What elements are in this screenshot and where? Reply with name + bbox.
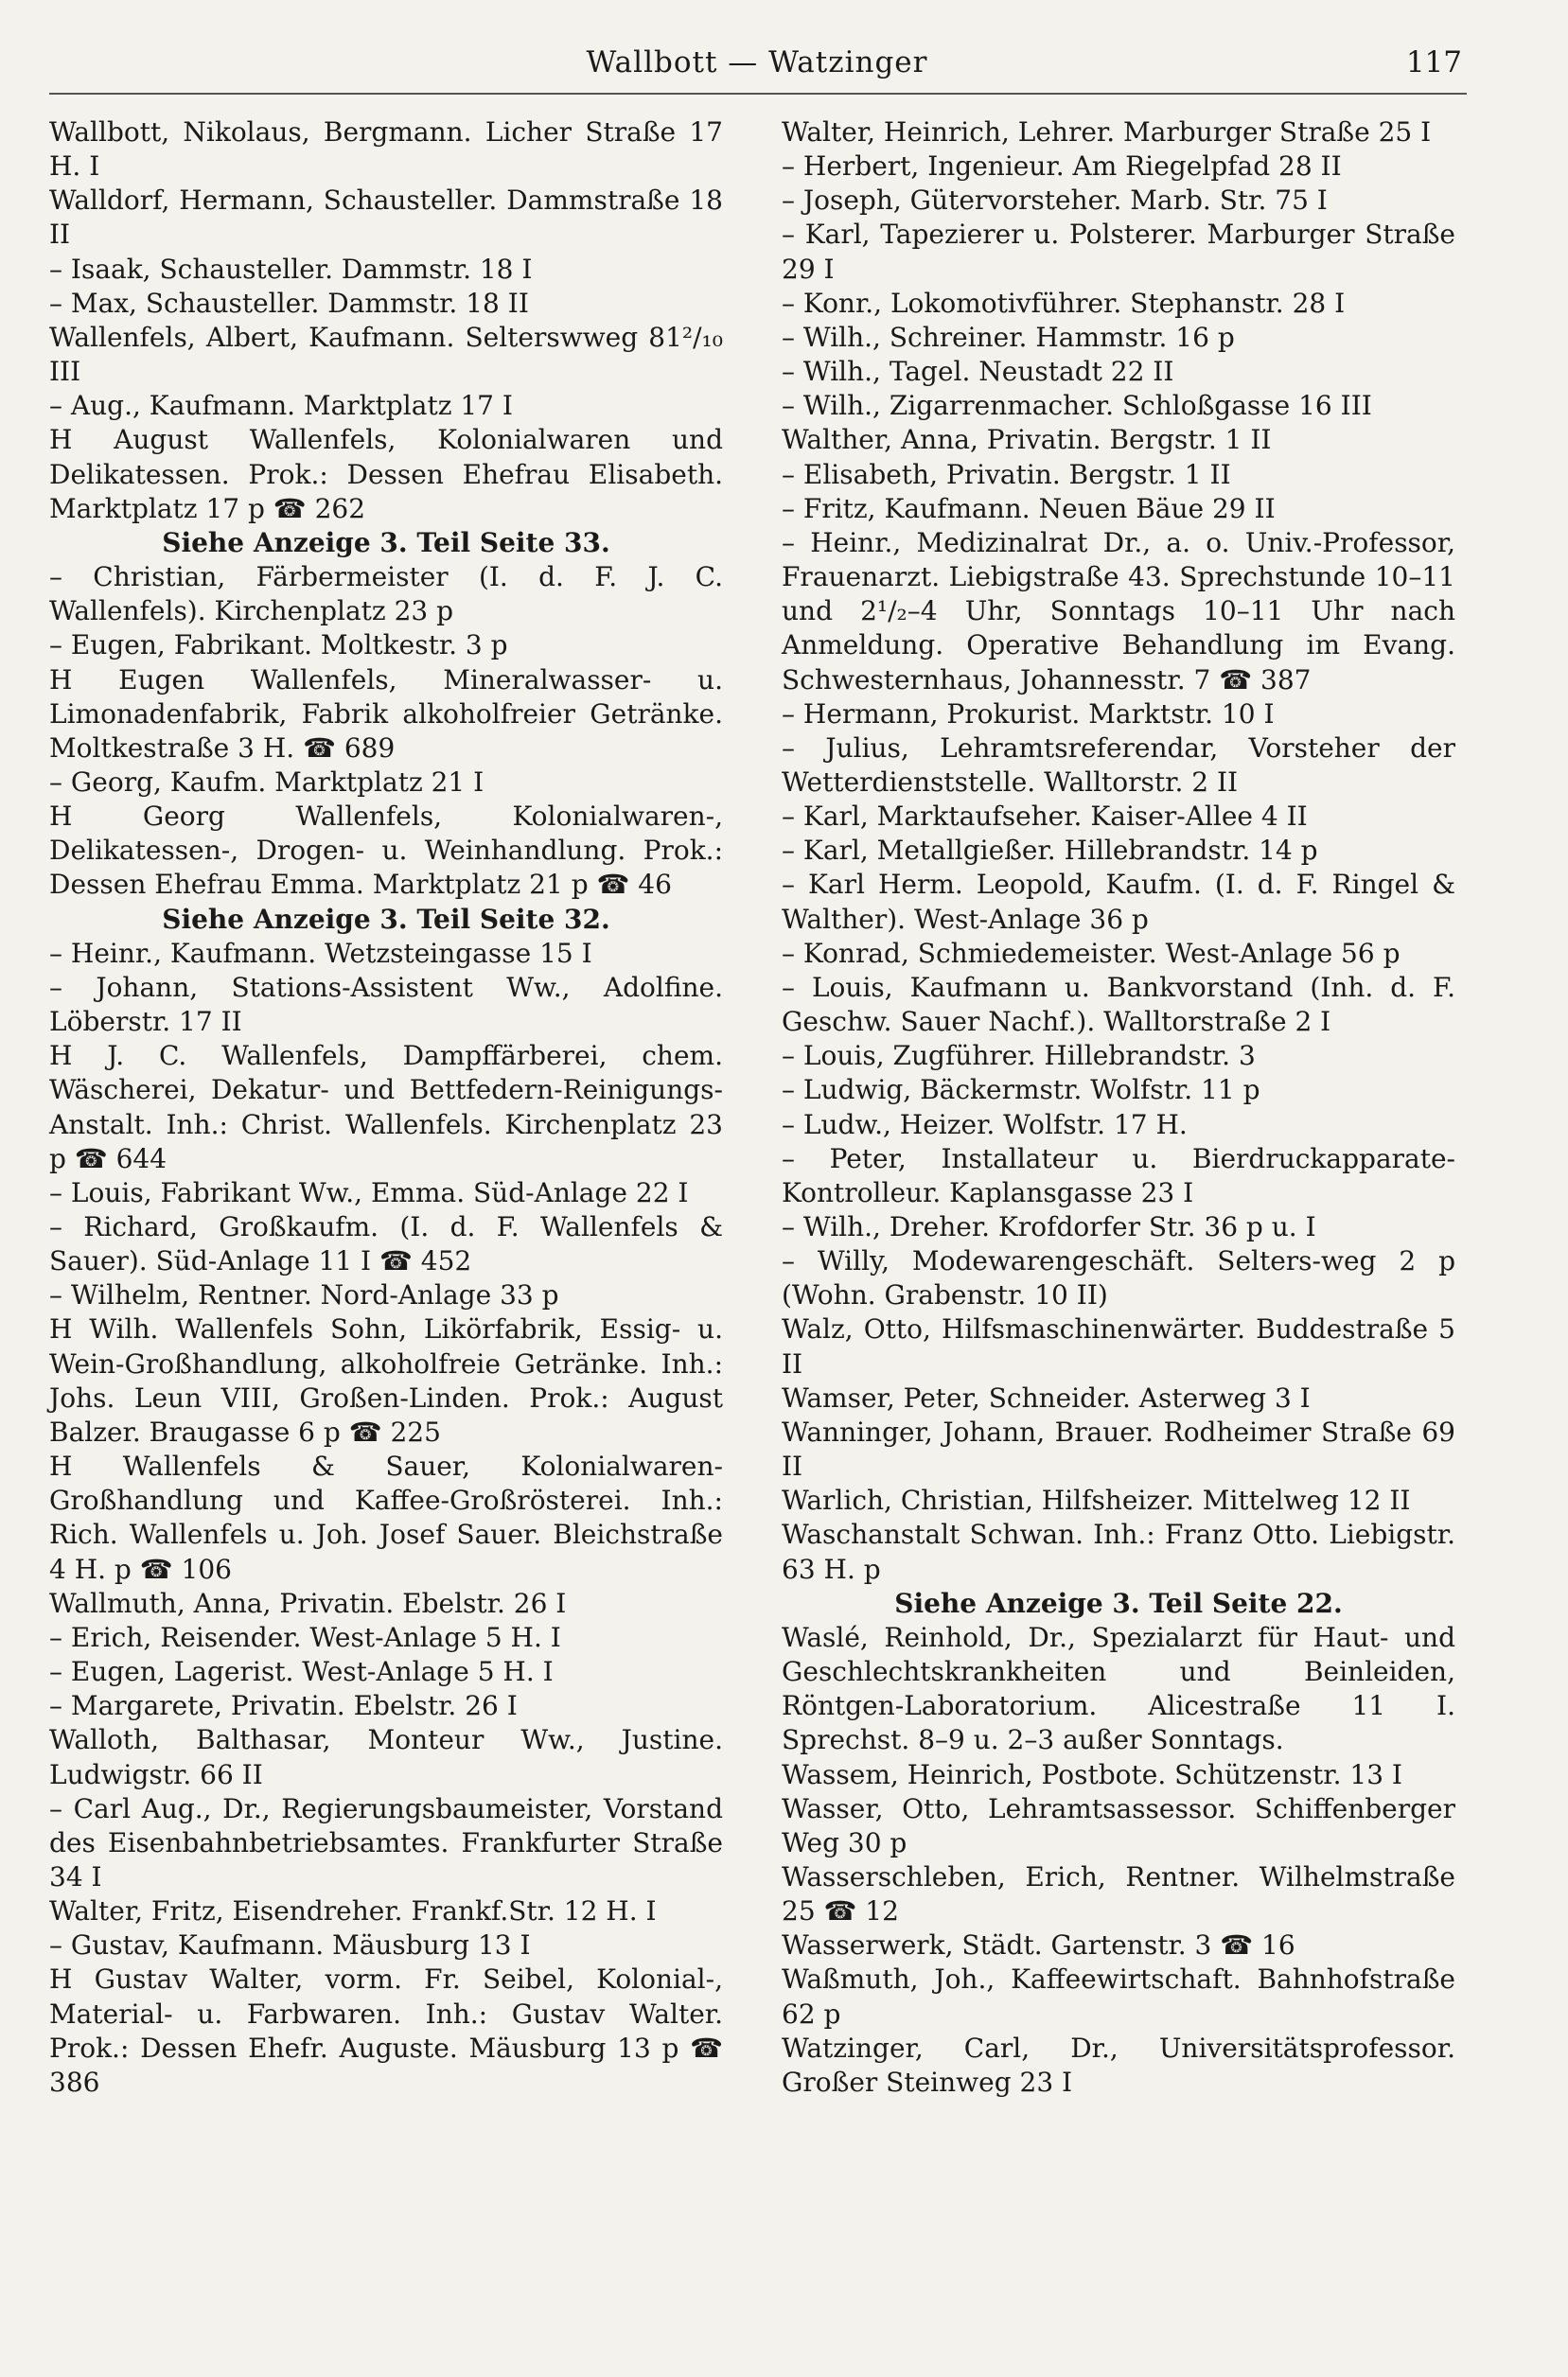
entry-wallenfels-albert: Wallenfels, Albert, Kaufmann. Selterswweg 81²/₁₀ III [49, 321, 723, 388]
right-column [782, 115, 1455, 2100]
entry-walz-otto: Walz, Otto, Hilfsmaschinenwärter. Buddestraße 5 II [782, 1313, 1455, 1380]
entry-wallenfels-johann: – Johann, Stations-Assistent Ww., Adolfine. Löberstr. 17 II [49, 971, 723, 1038]
entry-gustav-walter-firm: H Gustav Walter, vorm. Fr. Seibel, Kolonial-, Material- u. Farbwaren. Inh.: Gustav Walter. Prok.: Dessen Ehefr. Auguste. Mäusburg 13 p ☎ 386 [49, 1963, 723, 2098]
entry-walther-karl-metallgiesser: – Karl, Metallgießer. Hillebrandstr. 14 p [782, 835, 1318, 867]
entry-wallmuth-margarete: – Margarete, Privatin. Ebelstr. 26 I [49, 1690, 518, 1722]
entry-wallenfels-georg: – Georg, Kaufm. Marktplatz 21 I [49, 766, 484, 798]
entry-walter-karl: – Karl, Tapezierer u. Polsterer. Marburger Straße 29 I [782, 219, 1455, 285]
entry-walldorf-max: – Max, Schausteller. Dammstr. 18 II [49, 287, 529, 319]
entry-wilh-wallenfels-sohn: H Wilh. Wallenfels Sohn, Likörfabrik, Essig- u. Wein-Großhandlung, alkoholfreie Getränke. Inh.: Johs. Leun VIII, Großen-Linden. Prok.: August Balzer. Braugasse 6 p ☎ 225 [49, 1313, 723, 1448]
entry-wasle-reinhold: Waslé, Reinhold, Dr., Spezialarzt für Haut- und Geschlechtskrankheiten und Beinleiden, Röntgen-Laboratorium. Alicestraße 11 I. Sprechst. 8–9 u. 2–3 außer Sonntags. [782, 1621, 1455, 1756]
entry-walter-konr: – Konr., Lokomotivführer. Stephanstr. 28 I [782, 287, 1346, 319]
entry-wassem-heinrich: Wassem, Heinrich, Postbote. Schützenstr. 13 I [782, 1758, 1402, 1790]
entry-wassmuth-joh: Waßmuth, Joh., Kaffeewirtschaft. Bahnhofstraße 62 p [782, 1963, 1455, 2030]
page-number: 117 [1405, 45, 1462, 79]
page-header [52, 45, 1462, 89]
entry-walter-joseph: – Joseph, Gütervorsteher. Marb. Str. 75 I [782, 185, 1328, 217]
entry-jc-wallenfels-firm: H J. C. Wallenfels, Dampffärberei, chem. Wäscherei, Dekatur- und Bettfedern-Reinigungs-Anstalt. Inh.: Christ. Wallenfels. Kirchenplatz 23 p ☎ 644 [49, 1040, 723, 1174]
entry-walther-willy: – Willy, Modewarengeschäft. Selters-weg 2 p (Wohn. Grabenstr. 10 II) [782, 1245, 1455, 1312]
entry-eugen-wallenfels-firm: H Eugen Wallenfels, Mineralwasser- u. Limonadenfabrik, Fabrik alkoholfreier Getränke. Moltkestraße 3 H. ☎ 689 [49, 663, 723, 764]
entry-wallenfels-aug: – Aug., Kaufmann. Marktplatz 17 I [49, 390, 513, 422]
entry-walther-julius: – Julius, Lehramtsreferendar, Vorsteher der Wetterdienststelle. Walltorstr. 2 II [782, 731, 1455, 798]
entry-walter-wilh-tagel: – Wilh., Tagel. Neustadt 22 II [782, 356, 1174, 388]
left-column [49, 115, 723, 2100]
entry-wasserschleben-erich: Wasserschleben, Erich, Rentner. Wilhelmstraße 25 ☎ 12 [782, 1860, 1455, 1928]
entry-walther-wilh: – Wilh., Dreher. Krofdorfer Str. 36 p u. I [782, 1211, 1316, 1242]
see-advertisement: Siehe Anzeige 3. Teil Seite 22. [894, 1587, 1343, 1619]
entry-walloth-balthasar: Walloth, Balthasar, Monteur Ww., Justine. Ludwigstr. 66 II [49, 1724, 723, 1790]
entry-walther-fritz: – Fritz, Kaufmann. Neuen Bäue 29 II [782, 492, 1276, 524]
entry-wallenfels-richard: – Richard, Großkaufm. (I. d. F. Wallenfels & Sauer). Süd-Anlage 11 I ☎ 452 [49, 1211, 723, 1277]
entry-wamser-peter: Wamser, Peter, Schneider. Asterweg 3 I [782, 1382, 1311, 1414]
entry-walther-karl-marktaufseher: – Karl, Marktaufseher. Kaiser-Allee 4 II [782, 801, 1308, 833]
entry-august-wallenfels-firm: H August Wallenfels, Kolonialwaren und Delikatessen. Prok.: Dessen Ehefrau Elisabeth. Marktplatz 17 p ☎ 262 [49, 424, 723, 524]
entry-georg-wallenfels-firm: H Georg Wallenfels, Kolonialwaren-, Delikatessen-, Drogen- u. Weinhandlung. Prok.: Dessen Ehefrau Emma. Marktplatz 21 p ☎ 46 [49, 801, 723, 901]
entry-wasserwerk: Wasserwerk, Städt. Gartenstr. 3 ☎ 16 [782, 1929, 1295, 1962]
entry-walter-gustav: – Gustav, Kaufmann. Mäusburg 13 I [49, 1929, 531, 1962]
entry-wanninger-johann: Wanninger, Johann, Brauer. Rodheimer Straße 69 II [782, 1416, 1455, 1483]
entry-wallbott-nikolaus: Wallbott, Nikolaus, Bergmann. Licher Straße 17 H. I [49, 116, 723, 183]
entry-wallmuth-anna: Wallmuth, Anna, Privatin. Ebelstr. 26 I [49, 1587, 567, 1619]
entry-waschanstalt-schwan: Waschanstalt Schwan. Inh.: Franz Otto. Liebigstr. 63 H. p [782, 1519, 1455, 1585]
entry-wallenfels-sauer: H Wallenfels & Sauer, Kolonialwaren-Großhandlung und Kaffee-Großrösterei. Inh.: Rich. Wallenfels u. Joh. Josef Sauer. Bleichstraße 4 H. p ☎ 106 [49, 1451, 723, 1585]
see-advertisement: Siehe Anzeige 3. Teil Seite 33. [162, 526, 610, 558]
entry-wallenfels-louis: – Louis, Fabrikant Ww., Emma. Süd-Anlage 22 I [49, 1176, 689, 1208]
entry-walther-karl-herm-leopold: – Karl Herm. Leopold, Kaufm. (I. d. F. Ringel & Walther). West-Anlage 36 p [782, 869, 1455, 935]
entry-wallmuth-eugen: – Eugen, Lagerist. West-Anlage 5 H. I [49, 1656, 554, 1688]
entry-walter-wilh-schreiner: – Wilh., Schreiner. Hammstr. 16 p [782, 321, 1235, 353]
entry-walther-peter: – Peter, Installateur u. Bierdruckapparate-Kontrolleur. Kaplansgasse 23 I [782, 1142, 1455, 1208]
entry-wasser-otto: Wasser, Otto, Lehramtsassessor. Schiffenberger Weg 30 p [782, 1792, 1455, 1858]
entry-walther-konrad: – Konrad, Schmiedemeister. West-Anlage 56 p [782, 937, 1401, 969]
see-advertisement: Siehe Anzeige 3. Teil Seite 32. [162, 903, 610, 935]
entry-walldorf-isaak: – Isaak, Schausteller. Dammstr. 18 I [49, 253, 533, 285]
entry-watzinger-carl: Watzinger, Carl, Dr., Universitätsprofessor. Großer Steinweg 23 I [782, 2032, 1455, 2098]
entry-walter-heinrich: Walter, Heinrich, Lehrer. Marburger Straße 25 I [782, 116, 1432, 148]
entry-walldorf-hermann: Walldorf, Hermann, Schausteller. Dammstraße 18 II [49, 185, 723, 251]
entry-walther-hermann: – Hermann, Prokurist. Marktstr. 10 I [782, 697, 1275, 730]
entry-walther-elisabeth: – Elisabeth, Privatin. Bergstr. 1 II [782, 458, 1231, 490]
entry-walther-louis-kaufmann: – Louis, Kaufmann u. Bankvorstand (Inh. d. F. Geschw. Sauer Nachf.). Walltorstraße 2 I [782, 971, 1455, 1038]
entry-wallmuth-erich: – Erich, Reisender. West-Anlage 5 H. I [49, 1621, 561, 1653]
header-rule [49, 93, 1467, 95]
entry-walther-louis-zugfuehrer: – Louis, Zugführer. Hillebrandstr. 3 [782, 1040, 1256, 1072]
entry-wallenfels-christian: – Christian, Färbermeister (I. d. F. J. C. Wallenfels). Kirchenplatz 23 p [49, 561, 723, 627]
entry-walther-ludwig: – Ludwig, Bäckermstr. Wolfstr. 11 p [782, 1074, 1260, 1106]
entry-walter-fritz: Walter, Fritz, Eisendreher. Frankf.Str. 12 H. I [49, 1895, 657, 1928]
entry-walloth-carl: – Carl Aug., Dr., Regierungsbaumeister, Vorstand des Eisenbahnbetriebsamtes. Frankfurter Straße 34 I [49, 1792, 723, 1893]
entry-walter-herbert: – Herbert, Ingenieur. Am Riegelpfad 28 II [782, 150, 1342, 183]
entry-walther-ludw: – Ludw., Heizer. Wolfstr. 17 H. [782, 1108, 1188, 1140]
entry-walter-wilh-zigarrenmacher: – Wilh., Zigarrenmacher. Schloßgasse 16 III [782, 390, 1372, 422]
entry-wallenfels-eugen: – Eugen, Fabrikant. Moltkestr. 3 p [49, 629, 508, 661]
entry-walther-heinr: – Heinr., Medizinalrat Dr., a. o. Univ.-Professor, Frauenarzt. Liebigstraße 43. Sprechstunde 10–11 und 2¹/₂–4 Uhr, Sonntags 10–11 Uhr nach Anmeldung. Operative Behandlung im Evang. Schwesternhaus, Johannesstr. 7 ☎ 387 [782, 526, 1455, 695]
running-title: Wallbott — Watzinger [586, 45, 928, 79]
entry-walther-anna: Walther, Anna, Privatin. Bergstr. 1 II [782, 424, 1272, 456]
entry-wallenfels-wilhelm: – Wilhelm, Rentner. Nord-Anlage 33 p [49, 1279, 559, 1312]
entry-warlich-christian: Warlich, Christian, Hilfsheizer. Mittelweg 12 II [782, 1485, 1411, 1517]
entry-wallenfels-heinr: – Heinr., Kaufmann. Wetzsteingasse 15 I [49, 937, 592, 969]
